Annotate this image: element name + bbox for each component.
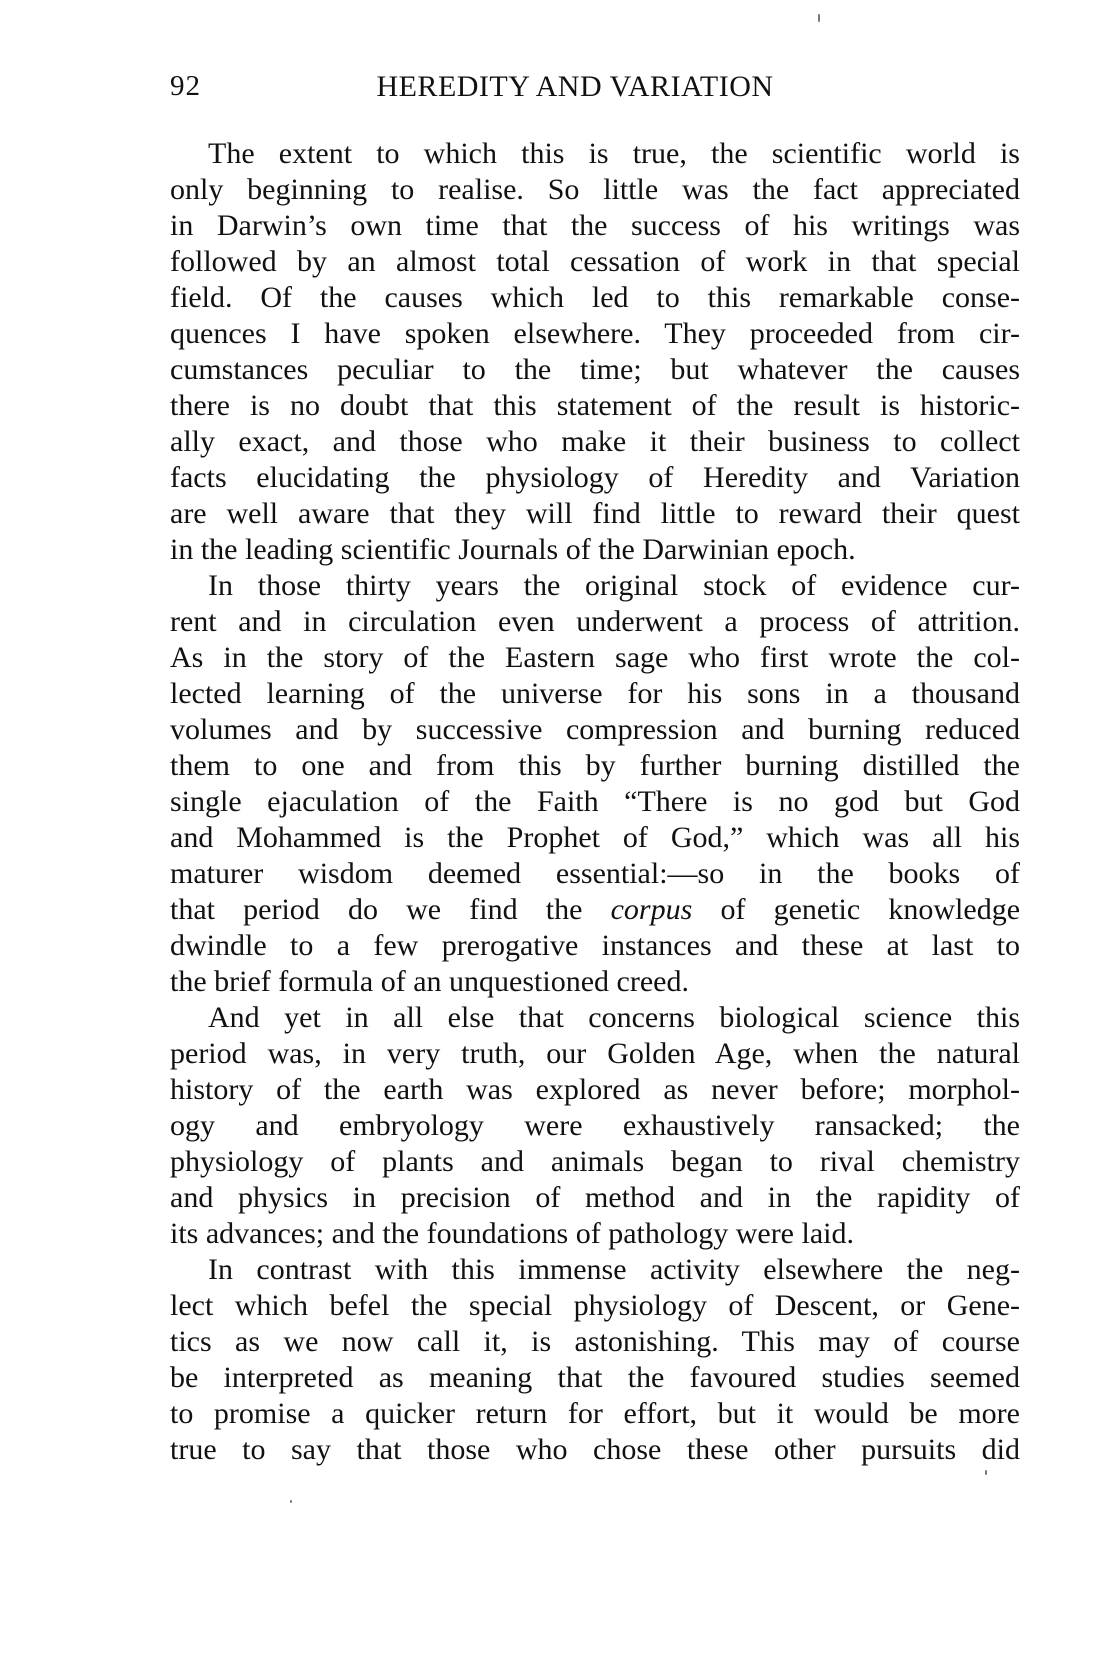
- running-head: [170, 70, 1020, 110]
- text-run: that period do we find the: [170, 893, 583, 926]
- text-line: tics as we now call it, is astonishing. This may of course: [170, 1325, 1020, 1358]
- text-line: field. Of the causes which led to this remarkable conse-: [170, 281, 1020, 314]
- scan-speck: [818, 14, 820, 22]
- text-line: be interpreted as meaning that the favoured studies seemed: [170, 1361, 1020, 1394]
- text-line: the brief formula of an unquestioned creed.: [170, 965, 689, 998]
- text-line: period was, in very truth, our Golden Age, when the natural: [170, 1037, 1020, 1070]
- text-line: to promise a quicker return for effort, but it would be more: [170, 1397, 1020, 1430]
- text-line: volumes and by successive compression and burning reduced: [170, 713, 1020, 746]
- page-number: 92: [170, 70, 201, 102]
- text-line: are well aware that they will find little to reward their quest: [170, 497, 1020, 530]
- text-line: As in the story of the Eastern sage who first wrote the col-: [170, 641, 1020, 674]
- text-line: facts elucidating the physiology of Heredity and Variation: [170, 461, 1020, 494]
- text-line: followed by an almost total cessation of work in that special: [170, 245, 1020, 278]
- text-line: In those thirty years the original stock of evidence cur-: [208, 569, 1020, 602]
- text-line: lect which befel the special physiology of Descent, or Gene-: [170, 1289, 1020, 1322]
- text-line: physiology of plants and animals began to rival chemistry: [170, 1145, 1020, 1178]
- text-line-with-italic: [170, 892, 1020, 928]
- body-text: [170, 136, 1020, 1468]
- paragraph-3: [170, 1000, 1020, 1252]
- text-line: The extent to which this is true, the scientific world is: [208, 137, 1020, 170]
- paragraph-1: [170, 136, 1020, 568]
- italic-term: corpus: [610, 893, 693, 926]
- scan-speck: [290, 1500, 292, 1503]
- text-line: and Mohammed is the Prophet of God,” which was all his: [170, 821, 1020, 854]
- text-line: ally exact, and those who make it their business to collect: [170, 425, 1020, 458]
- text-line: quences I have spoken elsewhere. They proceeded from cir-: [170, 317, 1020, 350]
- text-line: single ejaculation of the Faith “There is no god but God: [170, 785, 1020, 818]
- text-line: And yet in all else that concerns biological science this: [208, 1001, 1020, 1034]
- text-line: them to one and from this by further burning distilled the: [170, 749, 1020, 782]
- text-line: only beginning to realise. So little was the fact appreciated: [170, 173, 1020, 206]
- text-line: in the leading scientific Journals of the Darwinian epoch.: [170, 533, 856, 566]
- text-line: there is no doubt that this statement of the result is historic-: [170, 389, 1020, 422]
- text-line: and physics in precision of method and in the rapidity of: [170, 1181, 1020, 1214]
- text-line: dwindle to a few prerogative instances and these at last to: [170, 929, 1020, 962]
- text-line: ogy and embryology were exhaustively ransacked; the: [170, 1109, 1020, 1142]
- text-line: cumstances peculiar to the time; but whatever the causes: [170, 353, 1020, 386]
- scan-speck: [985, 1470, 987, 1475]
- running-title: HEREDITY AND VARIATION: [376, 70, 774, 103]
- text-line: history of the earth was explored as never before; morphol-: [170, 1073, 1020, 1106]
- text-line: lected learning of the universe for his sons in a thousand: [170, 677, 1020, 710]
- text-line: true to say that those who chose these other pursuits did: [170, 1433, 1020, 1466]
- text-line: maturer wisdom deemed essential:—so in the books of: [170, 857, 1020, 890]
- text-run: of genetic knowledge: [720, 893, 1021, 926]
- text-line: rent and in circulation even underwent a process of attrition.: [170, 605, 1020, 638]
- text-line: its advances; and the foundations of pathology were laid.: [170, 1217, 854, 1250]
- paragraph-2: [170, 568, 1020, 1000]
- text-line: in Darwin’s own time that the success of his writings was: [170, 209, 1020, 242]
- paragraph-4: [170, 1252, 1020, 1468]
- text-line: In contrast with this immense activity elsewhere the neg-: [208, 1253, 1020, 1286]
